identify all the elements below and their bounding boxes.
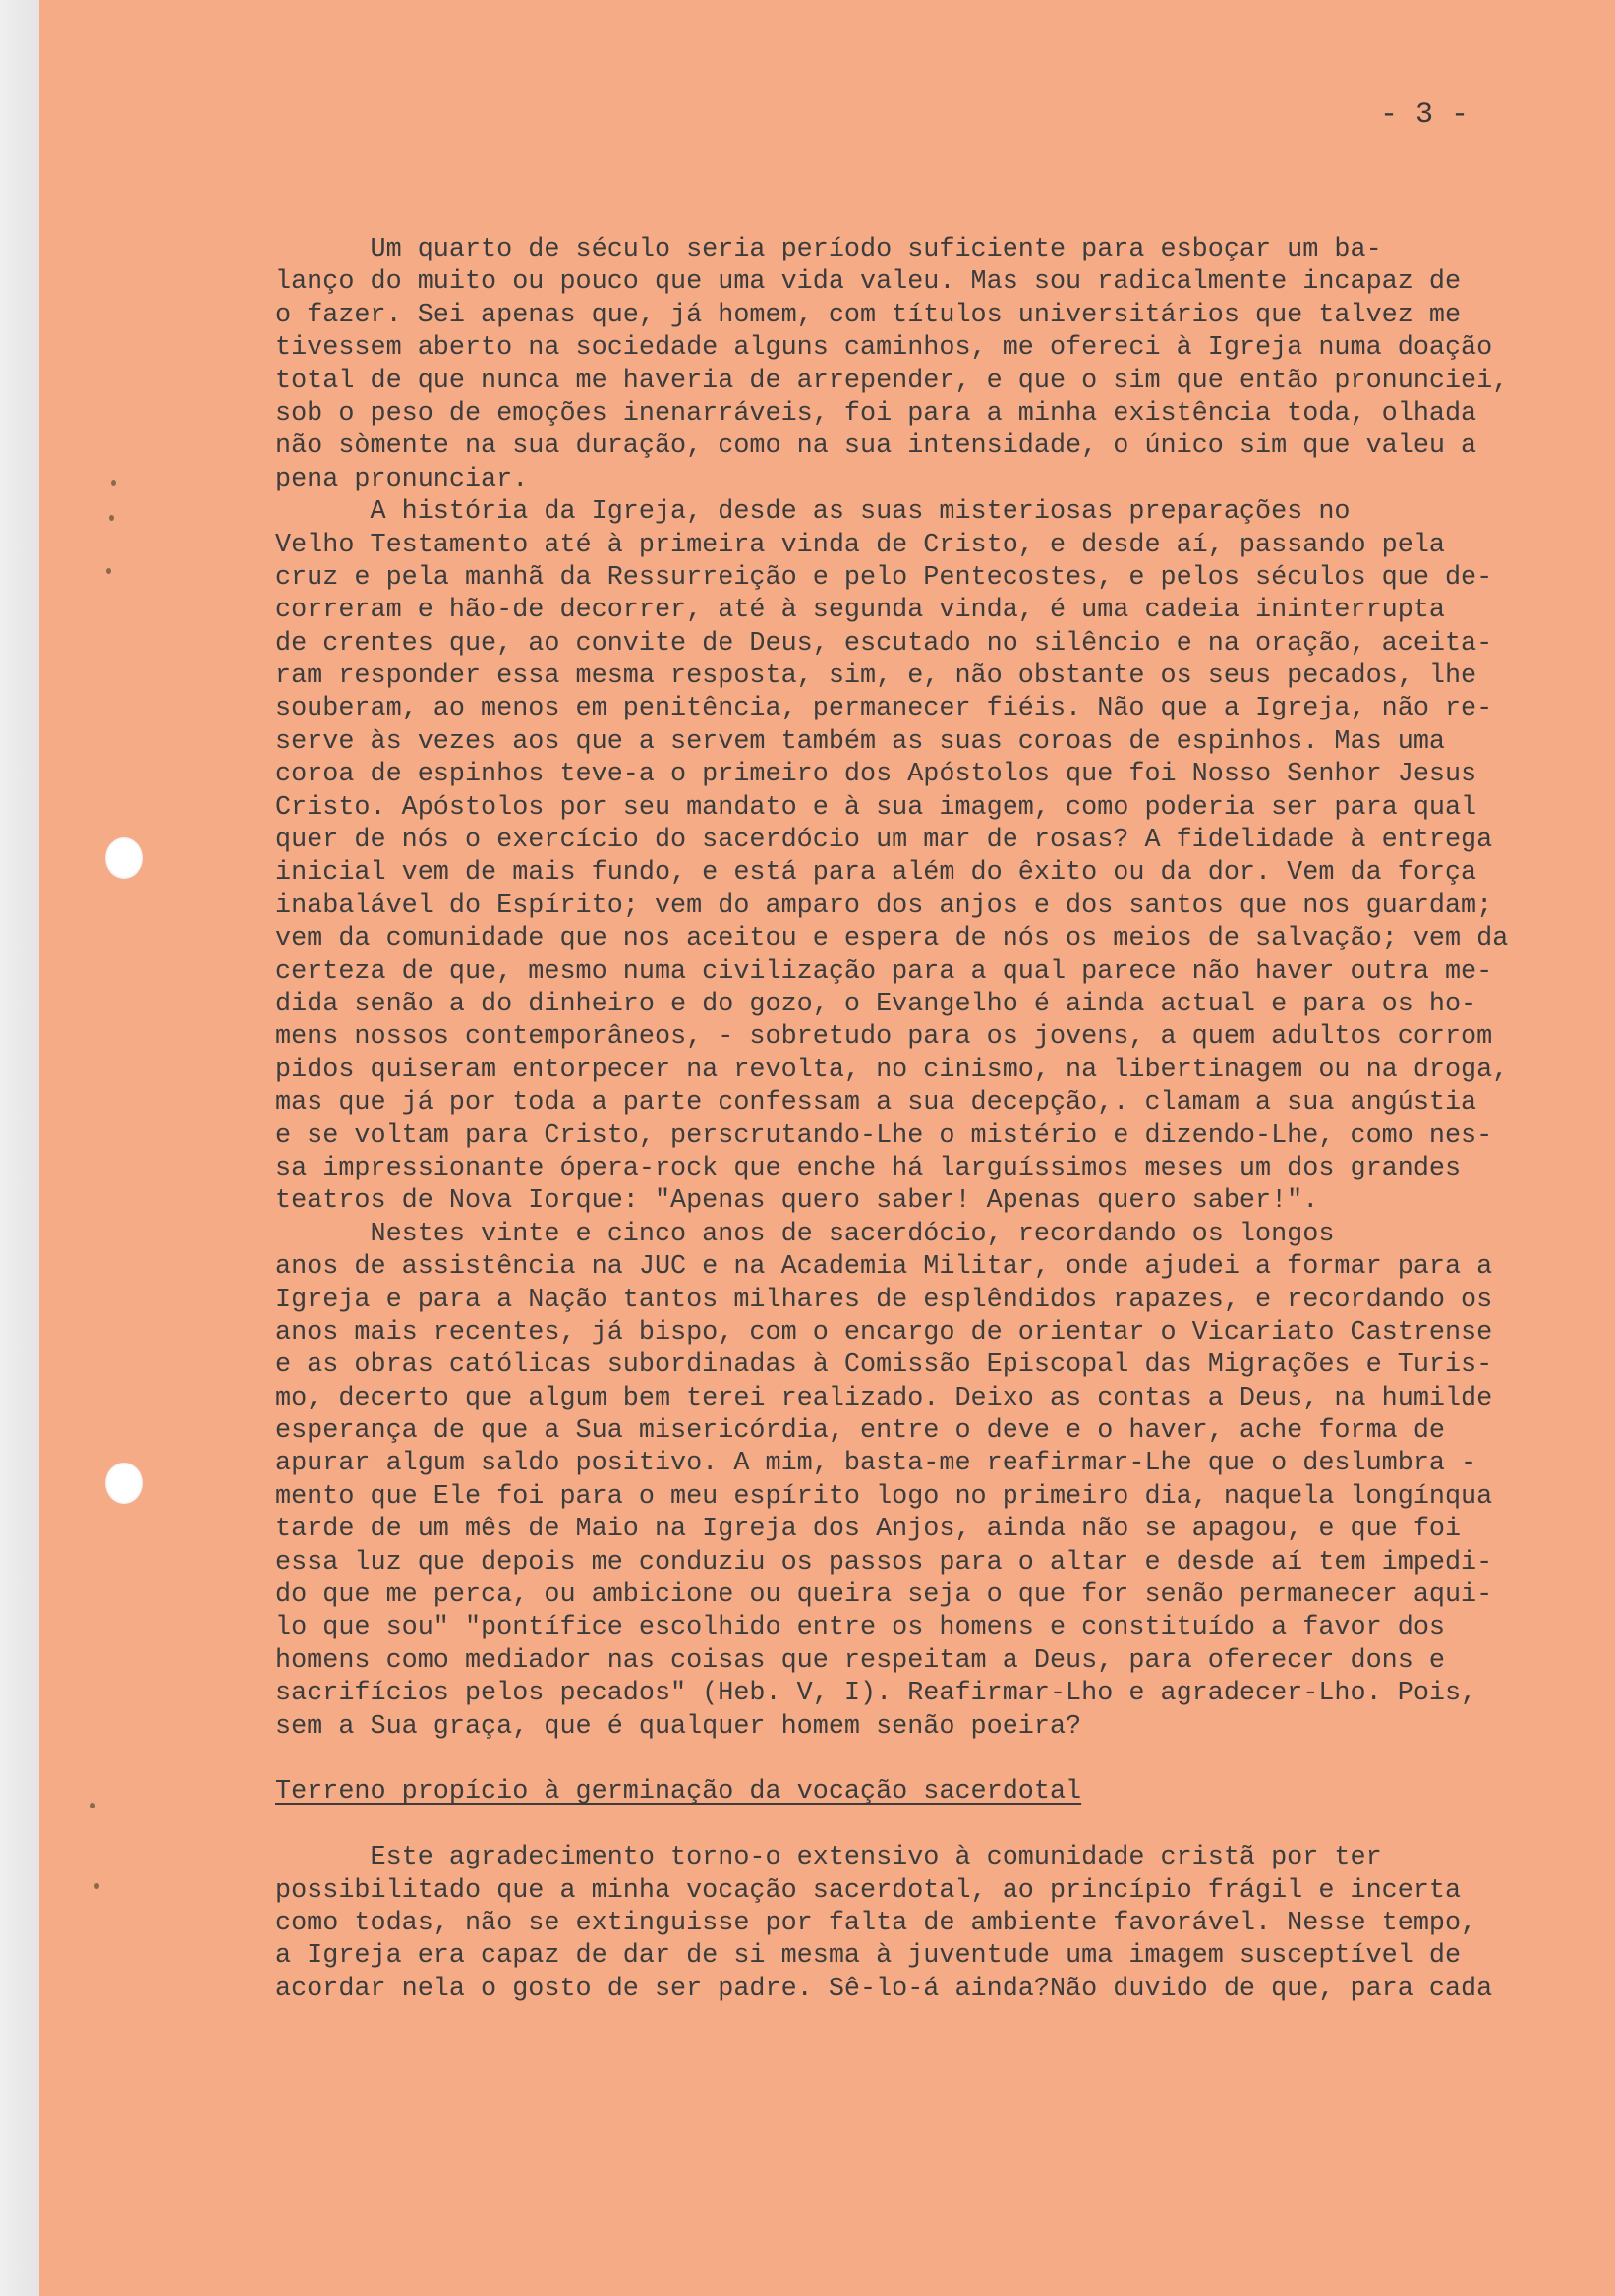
text-line: teatros de Nova Iorque: "Apenas quero saber! Apenas quero saber!".	[275, 1186, 1319, 1217]
text-line: dida senão a do dinheiro e do gozo, o Evangelho é ainda actual e para os ho-	[275, 989, 1477, 1019]
text-line: sa impressionante ópera-rock que enche há larguíssimos meses um dos grandes	[275, 1153, 1462, 1183]
text-line: tivessem aberto na sociedade alguns caminhos, me ofereci à Igreja numa doação	[275, 333, 1493, 364]
scan-margin	[0, 0, 39, 2296]
text-line: mo, decerto que algum bem terei realizado. Deixo as contas a Deus, na humilde	[275, 1383, 1493, 1413]
text-line: Cristo. Apóstolos por seu mandato e à sua imagem, como poderia ser para qual	[275, 792, 1477, 823]
text-line: mas que já por toda a parte confessam a sua decepção,. clamam a sua angústia	[275, 1088, 1477, 1119]
text-line: pena pronunciar.	[275, 464, 529, 494]
paper-speck	[109, 515, 114, 521]
text-line: correram e hão-de decorrer, até à segunda vinda, é uma cadeia ininterrupta	[275, 596, 1445, 626]
text-line: apurar algum saldo positivo. A mim, basta-me reafirmar-Lhe que o deslumbra -	[275, 1449, 1477, 1479]
text-line: homens como mediador nas coisas que respeitam a Deus, para oferecer dons e	[275, 1645, 1445, 1676]
text-line: possibilitado que a minha vocação sacerdotal, ao princípio frágil e incerta	[275, 1875, 1462, 1906]
text-line: Velho Testamento até à primeira vinda de Cristo, e desde aí, passando pela	[275, 530, 1445, 560]
text-line: Nestes vinte e cinco anos de sacerdócio, recordando os longos	[275, 1219, 1335, 1249]
section-heading: Terreno propício à germinação da vocação sacerdotal	[275, 1777, 1082, 1808]
paper-speck	[90, 1803, 95, 1808]
page-number: - 3 -	[1380, 98, 1470, 132]
text-line: lo que sou" "pontífice escolhido entre os homens e constituído a favor dos	[275, 1613, 1445, 1643]
text-line: o fazer. Sei apenas que, já homem, com títulos universitários que talvez me	[275, 300, 1462, 330]
text-line: como todas, não se extinguisse por falta de ambiente favorável. Nesse tempo,	[275, 1908, 1477, 1938]
text-line: esperança de que a Sua misericórdia, entre o deve e o haver, ache forma de	[275, 1416, 1445, 1447]
paper-speck	[106, 568, 111, 574]
text-line: acordar nela o gosto de ser padre. Sê-lo-á ainda?Não duvido de que, para cada	[275, 1974, 1493, 2004]
blank-line	[275, 1744, 1508, 1776]
text-line: Um quarto de século seria período suficiente para esboçar um ba-	[275, 235, 1382, 264]
text-line: anos mais recentes, já bispo, com o encargo de orientar o Vicariato Castrense	[275, 1317, 1493, 1348]
text-line: inicial vem de mais fundo, e está para além do êxito ou da dor. Vem da força	[275, 858, 1477, 889]
text-line: certeza de que, mesmo numa civilização para a qual parece não haver outra me-	[275, 956, 1493, 987]
text-line: lanço do muito ou pouco que uma vida valeu. Mas sou radicalmente incapaz de	[275, 267, 1462, 298]
text-line: de crentes que, ao convite de Deus, escutado no silêncio e na oração, aceita-	[275, 628, 1493, 659]
punch-hole-top	[105, 837, 143, 879]
paper-speck	[111, 480, 116, 486]
punch-hole-bottom	[105, 1463, 143, 1504]
text-line: cruz e pela manhã da Ressurreição e pelo Pentecostes, e pelos séculos que de-	[275, 562, 1493, 593]
text-line: quer de nós o exercício do sacerdócio um mar de rosas? A fidelidade à entrega	[275, 826, 1493, 856]
text-line: coroa de espinhos teve-a o primeiro dos Apóstolos que foi Nosso Senhor Jesus	[275, 760, 1477, 790]
text-line: tarde de um mês de Maio na Igreja dos Anjos, ainda não se apagou, e que foi	[275, 1515, 1462, 1545]
text-line: e se voltam para Cristo, perscrutando-Lhe o mistério e dizendo-Lhe, como nes-	[275, 1120, 1493, 1151]
text-line: não sòmente na sua duração, como na sua intensidade, o único sim que valeu a	[275, 431, 1477, 462]
body-text	[275, 234, 1508, 2006]
text-line: souberam, ao menos em penitência, permanecer fiéis. Não que a Igreja, não re-	[275, 694, 1493, 724]
text-line: essa luz que depois me conduziu os passos para o altar e desde aí tem impedi-	[275, 1547, 1493, 1578]
text-line: do que me perca, ou ambicione ou queira seja o que for senão permanecer aqui-	[275, 1580, 1493, 1611]
document-page	[39, 0, 1615, 2296]
blank-line	[275, 1809, 1508, 1842]
text-line: mens nossos contemporâneos, - sobretudo para os jovens, a quem adultos corrom	[275, 1022, 1493, 1053]
text-line: inabalável do Espírito; vem do amparo dos anjos e dos santos que nos guardam;	[275, 890, 1493, 921]
text-line: a Igreja era capaz de dar de si mesma à juventude uma imagem susceptível de	[275, 1941, 1462, 1972]
text-line: ram responder essa mesma resposta, sim, e, não obstante os seus pecados, lhe	[275, 661, 1477, 692]
text-line: total de que nunca me haveria de arrepender, e que o sim que então pronunciei,	[275, 366, 1509, 396]
text-line: anos de assistência na JUC e na Academia Militar, onde ajudei a formar para a	[275, 1252, 1493, 1283]
text-line: vem da comunidade que nos aceitou e espera de nós os meios de salvação; vem da	[275, 924, 1509, 954]
paper-speck	[94, 1883, 99, 1889]
text-line: pidos quiseram entorpecer na revolta, no cinismo, na libertinagem ou na droga,	[275, 1055, 1509, 1085]
text-line: Igreja e para a Nação tantos milhares de esplêndidos rapazes, e recordando os	[275, 1285, 1493, 1315]
text-line: mento que Ele foi para o meu espírito logo no primeiro dia, naquela longínqua	[275, 1481, 1493, 1512]
text-line: serve às vezes aos que a servem também as suas coroas de espinhos. Mas uma	[275, 726, 1445, 757]
text-line: A história da Igreja, desde as suas misteriosas preparações no	[275, 497, 1351, 528]
text-line: sob o peso de emoções inenarráveis, foi para a minha existência toda, olhada	[275, 398, 1477, 429]
text-line: Este agradecimento torno-o extensivo à comunidade cristã por ter	[275, 1843, 1382, 1873]
text-line: sem a Sua graça, que é qualquer homem senão poeira?	[275, 1711, 1082, 1742]
text-line: sacrifícios pelos pecados" (Heb. V, I). Reafirmar-Lho e agradecer-Lho. Pois,	[275, 1679, 1477, 1709]
text-line: e as obras católicas subordinadas à Comissão Episcopal das Migrações e Turis-	[275, 1350, 1493, 1381]
